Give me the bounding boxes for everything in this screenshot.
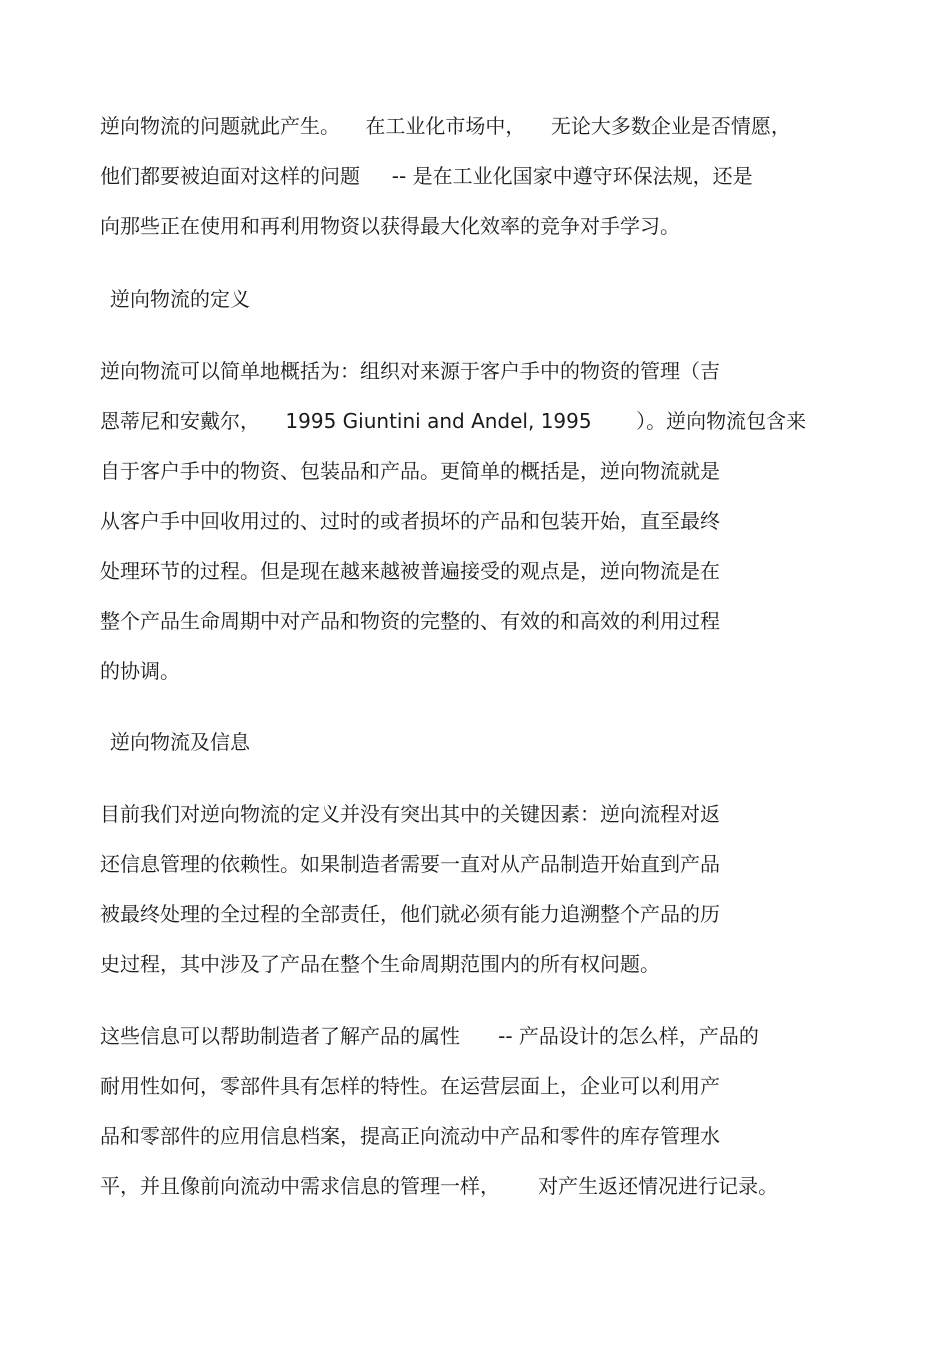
paragraph-line: 自于客户手中的物资、包装品和产品。更简单的概括是，逆向物流就是 bbox=[100, 459, 720, 483]
paragraph-line: 目前我们对逆向物流的定义并没有突出其中的关键因素：逆向流程对返 bbox=[100, 802, 720, 826]
paragraph-line: 整个产品生命周期中对产品和物资的完整的、有效的和高效的利用过程 bbox=[100, 609, 720, 633]
paragraph-line: 逆向物流可以简单地概括为：组织对来源于客户手中的物资的管理（吉 bbox=[100, 359, 720, 383]
paragraph-line: 还信息管理的依赖性。如果制造者需要一直对从产品制造开始直到产品 bbox=[100, 852, 720, 876]
paragraph-line: 从客户手中回收用过的、过时的或者损坏的产品和包装开始，直至最终 bbox=[100, 509, 720, 533]
paragraph-line: 品和零部件的应用信息档案，提高正向流动中产品和零件的库存管理水 bbox=[100, 1124, 720, 1148]
paragraph-line: 向那些正在使用和再利用物资以获得最大化效率的竞争对手学习。 bbox=[100, 214, 680, 238]
paragraph-line: 史过程，其中涉及了产品在整个生命周期范围内的所有权问题。 bbox=[100, 952, 660, 976]
paragraph-line: 耐用性如何，零部件具有怎样的特性。在运营层面上，企业可以利用产 bbox=[100, 1074, 720, 1098]
paragraph-line: 被最终处理的全过程的全部责任，他们就必须有能力追溯整个产品的历 bbox=[100, 902, 720, 926]
section-heading: 逆向物流的定义 bbox=[110, 287, 250, 311]
paragraph-line: 平，并且像前向流动中需求信息的管理一样， 对产生返还情况进行记录。 bbox=[100, 1174, 779, 1198]
paragraph-line: 他们都要被迫面对这样的问题 -- 是在工业化国家中遵守环保法规，还是 bbox=[100, 164, 753, 188]
paragraph-line: 这些信息可以帮助制造者了解产品的属性 -- 产品设计的怎么样，产品的 bbox=[100, 1024, 759, 1048]
section-heading: 逆向物流及信息 bbox=[110, 730, 250, 754]
paragraph-line: 处理环节的过程。但是现在越来越被普遍接受的观点是，逆向物流是在 bbox=[100, 559, 720, 583]
paragraph-line: 的协调。 bbox=[100, 659, 180, 683]
paragraph-line: 恩蒂尼和安戴尔， 1995 Giuntini and Andel, 1995 ）。逆向物流包含来 bbox=[100, 409, 807, 433]
paragraph-line: 逆向物流的问题就此产生。 在工业化市场中， 无论大多数企业是否情愿， bbox=[100, 114, 791, 138]
